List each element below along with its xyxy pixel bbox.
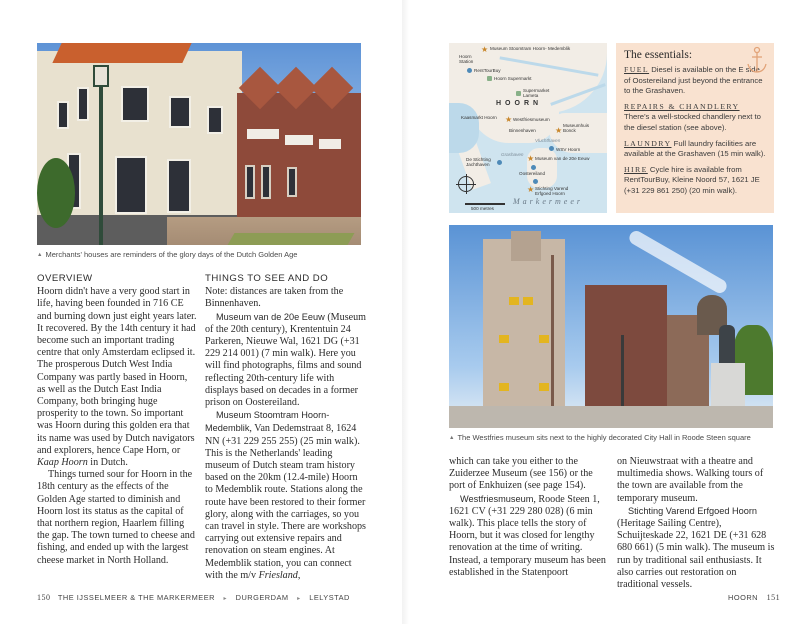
- essentials-text: There's a well-stocked chandlery next to the diesel station (see above).: [624, 112, 761, 132]
- footer-section: HOORN: [728, 593, 759, 602]
- photo-pole: [551, 255, 554, 407]
- entry-westfriesmuseum: [449, 493, 609, 579]
- footer-separator-icon: ▸: [297, 596, 301, 602]
- entry-text: , Van Dedemstraat 8, 1624 NN (+31 229 255 255) (25 min walk). This is the Netherlands' leading museum of Dutch steam tram history based on the 20km (12.4-mile) Hoorn to Medemblik route. Stations along the route have been restored to their former glory, along with the carriages, so you can travel in style. There are workshops carrying out extensive repairs and renovation on steam engines. At Medemblik station, you can connect with the m/v: [205, 423, 366, 581]
- entry-museum-20e-eeuw: [205, 311, 367, 410]
- photo-window: [169, 96, 191, 128]
- photo-shutter: [499, 383, 509, 391]
- continued-text: which can take you either to the Zuiderzee Museum (see 156) or the port of Enkhuizen (see page 154).: [449, 456, 593, 492]
- map-label: Hoorn Supermarkt: [494, 76, 532, 81]
- essentials-repairs: [624, 102, 766, 134]
- page-number-right: 151: [766, 593, 781, 602]
- photo-window: [287, 167, 297, 197]
- photo-roof: [52, 43, 191, 63]
- map-label: RentTourBuy: [474, 68, 501, 73]
- photo-window: [115, 156, 147, 214]
- photo-lamppost: [99, 83, 103, 245]
- map-label: Vluchthaven: [535, 138, 561, 143]
- photo-shutter: [499, 335, 509, 343]
- essentials-text: Full laundry facilities are available at the Grashaven (15 min walk).: [624, 138, 766, 159]
- anchor-icon: [746, 45, 768, 75]
- entry-text: , Roode Steen 1, 1621 CV (+31 229 280 028) (6 min walk). This place tells the story of Hoorn, but it was closed for lengthy renovation at the time of writing. Instead, a temporary museum has been established in the Statenpoort: [449, 493, 606, 578]
- photo-window: [261, 165, 271, 199]
- entry-museum-stoomtram: [205, 409, 367, 582]
- photo-balcony: [247, 129, 279, 139]
- column-things-to-see: [205, 273, 367, 582]
- heading-overview: OVERVIEW: [37, 273, 93, 284]
- map-label: Museumhuis Bonck: [563, 123, 590, 133]
- entry-name: Stichting Varend Erfgoed Hoorn: [628, 505, 758, 516]
- map-shop-icon: [487, 76, 492, 81]
- overview-text: Hoorn didn't have a very good start in life, having been founded in 716 CE and burning down just eight years later. It recovered. By the 14th century it had become such an important trading centre that only Amsterdam eclipsed it. The prosperous Dutch West India Company was partly based in Hoorn, as well as the Dutch East India Company, both bringing huge prosperity to the town. So important was Hoorn during this golden era that its name was used by Dutch navigators and explorers, hence Cape Horn, or: [37, 286, 197, 456]
- map-land: [469, 100, 559, 143]
- photo-window: [77, 87, 89, 121]
- footer-route-from: DURGERDAM: [235, 593, 289, 602]
- map-star-icon: ★: [481, 45, 489, 54]
- heading-things-to-see: THINGS TO SEE AND DO: [205, 273, 329, 284]
- photo-shutter: [523, 297, 533, 305]
- essentials-fuel: [624, 65, 766, 97]
- map-scale-label: 500 metres: [471, 206, 494, 211]
- essentials-keyword: LAUNDRY: [624, 138, 672, 148]
- caption-text: The Westfries museum sits next to the highly decorated City Hall in Roode Steen square: [457, 433, 751, 442]
- essentials-text: Cycle hire is available from RentTourBuy, Kleine Noord 57, 1621 JE (+31 229 861 250) (20 min walk).: [624, 164, 760, 195]
- entry-text: (Heritage Sailing Centre), Schuijteskade 22, 1621 DE (+31 628 680 661) (5 min walk). The museum is run by traditional sail enthusiasts. It also carries out restoration on traditional vessels.: [617, 518, 775, 591]
- things-note: Note: distances are taken from the Binnenhaven.: [205, 286, 344, 310]
- photo-window: [121, 86, 149, 122]
- map-marina-icon: [497, 160, 502, 165]
- column-right-2: [617, 456, 777, 591]
- photo-tree: [37, 158, 75, 228]
- footer-right: [728, 593, 780, 602]
- overview-para-2: Things turned sour for Hoorn in the 18th century as the effects of the Golden Age started to diminish and Hoorn lost its status as the capital of that northern region, Haarlem filling the gap. The town turned to cheese and fishing, and ended up with the largest cheese market in North Holland.: [37, 469, 195, 566]
- map-label: WSV Hoorn: [556, 147, 581, 152]
- entry-stichting-varend: [617, 505, 777, 591]
- map-water-label: Markermeer: [513, 197, 583, 206]
- essentials-text: Diesel is available on the E side of Oostereiland just beyond the entrance to the Grashaven.: [624, 65, 763, 96]
- photo-balcony: [319, 139, 341, 149]
- essentials-title: The essentials:: [624, 49, 693, 61]
- essentials-keyword: REPAIRS & CHANDLERY: [624, 101, 740, 111]
- map-hoorn: [449, 43, 607, 213]
- essentials-box: [616, 43, 774, 213]
- photo-statue: [719, 325, 735, 363]
- photo-grass: [228, 233, 355, 245]
- essentials-keyword: FUEL: [624, 65, 650, 74]
- map-star-icon: ★: [527, 185, 535, 194]
- map-label: Museum van de 20e Eeuw: [535, 156, 590, 161]
- photo-square: [449, 406, 773, 428]
- caption-triangle-icon: ▲: [37, 252, 43, 258]
- map-star-icon: ★: [527, 154, 535, 163]
- map-label: Museum Stoomtram Hoorn- Medemblik: [490, 46, 571, 51]
- entry-name: Museum van de 20e Eeuw: [216, 311, 325, 322]
- photo-statue-base: [711, 363, 745, 409]
- map-label: Grashaven: [501, 152, 524, 157]
- photo-window: [207, 106, 223, 134]
- map-town-label: HOORN: [496, 100, 543, 107]
- map-label: Oostereiland: [519, 171, 546, 176]
- overview-para-1: [37, 286, 197, 469]
- page-number-left: 150: [37, 593, 51, 602]
- photo-gable: [511, 231, 541, 261]
- continued-text: on Nieuwstraat with a theatre and multimedia shows. Walking tours of the town are available from the temporary museum.: [617, 456, 764, 504]
- photo-city-hall: [585, 285, 667, 407]
- entry-name: Westfriesmuseum: [460, 493, 534, 504]
- map-label: Hoorn Station: [459, 54, 474, 64]
- entry-text-end: ,: [297, 569, 301, 581]
- map-marina-icon: [549, 146, 554, 151]
- photo-balcony: [285, 135, 313, 145]
- essentials-laundry: [624, 139, 766, 160]
- footer-left: [37, 593, 350, 602]
- essentials-keyword: HIRE: [624, 164, 648, 174]
- footer-separator-icon: ▸: [223, 596, 228, 602]
- footer-section: THE IJSSELMEER & THE MARKERMEER: [57, 593, 215, 602]
- map-water: [449, 103, 479, 153]
- photo-westfries-museum: [449, 225, 773, 428]
- photo-caption-left: [37, 250, 297, 259]
- page-gutter: [402, 0, 414, 624]
- map-fuel-icon: [533, 179, 538, 184]
- compass-icon: [458, 176, 474, 192]
- entry-italic: Friesland: [258, 569, 298, 581]
- map-bike-icon: [467, 68, 472, 73]
- footer-route-to: LELYSTAD: [309, 593, 350, 602]
- map-label: Stichting Varend Erfgoed Hoorn: [535, 186, 569, 196]
- map-label: Westfriesmuseum: [513, 117, 550, 122]
- map-label: Binnenhaven: [509, 128, 536, 133]
- photo-lamppost: [621, 335, 624, 415]
- photo-lantern: [93, 65, 109, 87]
- map-scale-bar: [465, 203, 505, 205]
- column-overview: [37, 273, 197, 567]
- caption-triangle-icon: ▲: [449, 435, 455, 441]
- caption-text: Merchants' houses are reminders of the glory days of the Dutch Golden Age: [45, 250, 298, 259]
- map-info-icon: [531, 165, 536, 170]
- map-star-icon: ★: [555, 126, 563, 135]
- photo-window: [57, 101, 69, 129]
- essentials-hire: [624, 165, 766, 197]
- photo-window: [245, 165, 255, 199]
- map-label: De Stichting Jachthaven: [466, 157, 491, 167]
- map-shop-icon: [516, 91, 521, 96]
- overview-text-end: in Dutch.: [87, 457, 128, 469]
- entry-name: Museum Stoomtram Hoorn-Medemblik: [205, 410, 330, 434]
- map-label: Supermarket Lameta: [523, 88, 550, 98]
- photo-shutter: [509, 297, 519, 305]
- entry-text: (Museum of the 20th century), Krententuin 24 Parkeren, Nieuwe Wal, 1621 DG (+31 229 214 001) (7 min walk). Here you will find photographs, films and sound reflecting 20th-century life with displays based on decades in a former prison on Oostereiland.: [205, 311, 367, 409]
- photo-caption-right: [449, 433, 751, 442]
- overview-italic: Kaap Hoorn: [37, 457, 88, 469]
- map-star-icon: ★: [505, 115, 513, 124]
- column-right-1: [449, 456, 609, 579]
- map-label: Kaasmarkt Hoorn: [461, 115, 497, 120]
- photo-merchants-houses: [37, 43, 361, 245]
- photo-shutter: [539, 383, 549, 391]
- photo-window: [167, 159, 191, 213]
- photo-shutter: [539, 335, 549, 343]
